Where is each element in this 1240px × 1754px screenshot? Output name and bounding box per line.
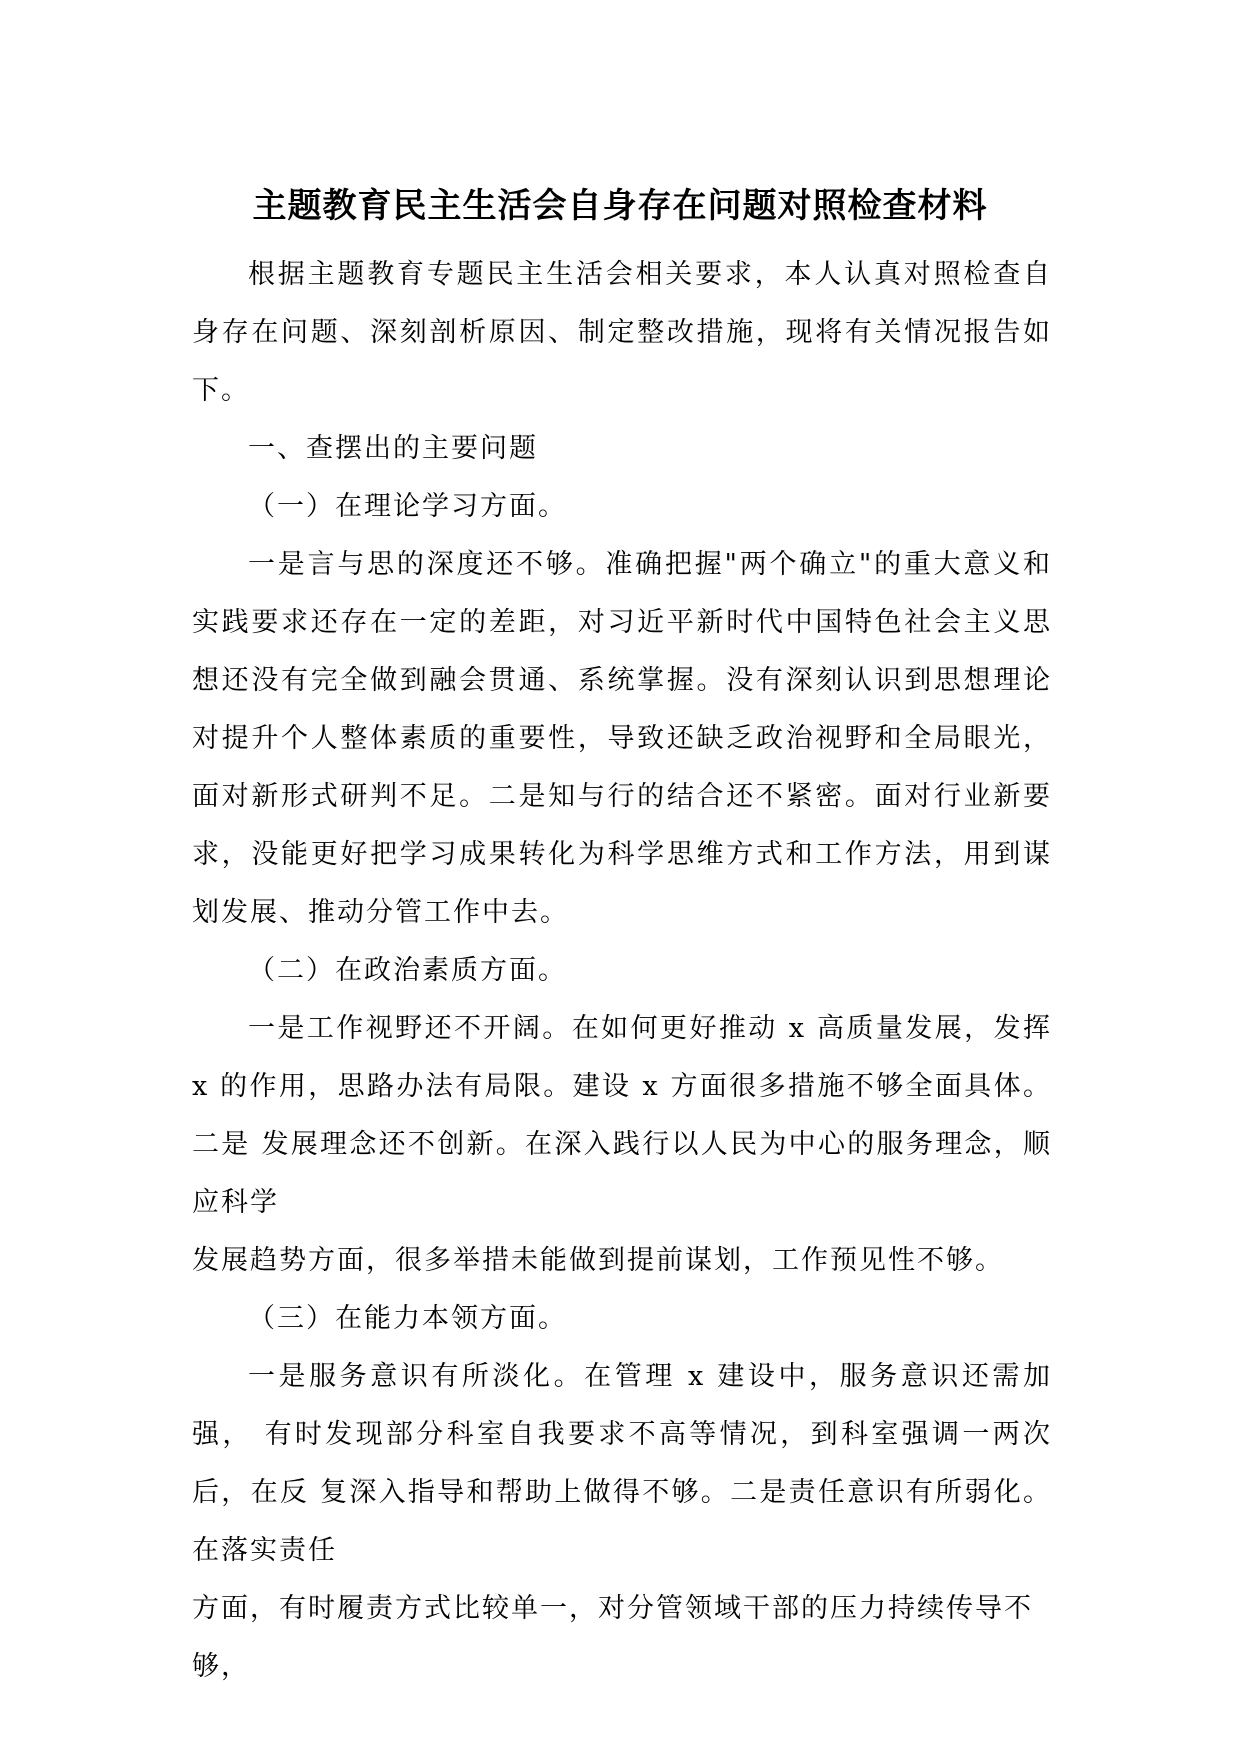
intro-paragraph: 根据主题教育专题民主生活会相关要求，本人认真对照检查自身存在问题、深刻剖析原因、制定整改措施，现将有关情况报告如下。 [192, 259, 1052, 406]
subsection-3-body-a: 一是服务意识有所淡化。在管理 x 建设中，服务意识还需加强， 有时发现部分科室自我要求不高等情况，到科室强调一两次后，在反 复深入指导和帮助上做得不够。二是责任意识有所弱化。在落实责任 [192, 1361, 1052, 1566]
section-heading-1: 一、查摆出的主要问题 [248, 433, 538, 464]
subsection-heading-1: （一）在理论学习方面。 [248, 491, 567, 522]
document-title: 主题教育民主生活会自身存在问题对照检查材料 [252, 186, 988, 226]
subsection-heading-3: （三）在能力本领方面。 [248, 1303, 567, 1334]
subsection-2-body-a: 一是工作视野还不开阔。在如何更好推动 x 高质量发展，发挥 x 的作用，思路办法有局限。建设 x 方面很多措施不够全面具体。二是 发展理念还不创新。在深入践行以人民为中心的服务理念，顺应科学 [192, 1013, 1052, 1218]
subsection-2-body-b: 发展趋势方面，很多举措未能做到提前谋划，工作预见性不够。 [192, 1245, 1004, 1276]
subsection-heading-2: （二）在政治素质方面。 [248, 955, 567, 986]
subsection-3-body-b: 方面，有时履责方式比较单一，对分管领域干部的压力持续传导不够， [192, 1593, 1033, 1682]
document-body [192, 246, 1052, 1696]
subsection-1-body: 一是言与思的深度还不够。准确把握"两个确立"的重大意义和实践要求还存在一定的差距，对习近平新时代中国特色社会主义思想还没有完全做到融会贯通、系统掌握。没有深刻认识到思想理论对提升个人整体素质的重要性，导致还缺乏政治视野和全局眼光，面对新形式研判不足。二是知与行的结合还不紧密。面对行业新要求，没能更好把学习成果转化为科学思维方式和工作方法，用到谋划发展、推动分管工作中去。 [192, 549, 1052, 928]
